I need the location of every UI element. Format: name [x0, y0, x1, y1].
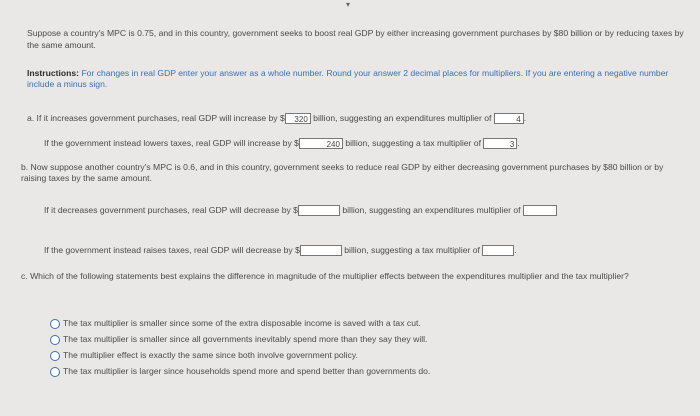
- part-a-line1: [27, 113, 526, 124]
- b-gdp-tax-input[interactable]: [300, 245, 342, 256]
- a-gdp-tax-input[interactable]: 240: [299, 138, 343, 149]
- period: .: [517, 138, 520, 148]
- part-a-line2-text: If the government instead lowers taxes, real GDP will increase by $: [44, 138, 299, 148]
- instructions-text: For changes in real GDP enter your answer as a whole number. Round your answer 2 decimal places for multipliers. If you are entering a negative number include a minus sign.: [27, 68, 669, 89]
- radio-icon[interactable]: [50, 351, 60, 361]
- part-a-line2-mid: billion, suggesting a tax multiplier of: [345, 138, 481, 148]
- option-2-label: The tax multiplier is smaller since all governments inevitably spend more than they say they will.: [63, 334, 428, 344]
- problem-intro: Suppose a country's MPC is 0.75, and in this country, government seeks to boost real GDP by either increasing government purchases by $80 billion or by reducing taxes by the same amount.: [27, 28, 684, 50]
- part-b-line2: [44, 245, 517, 256]
- option-1[interactable]: [50, 318, 421, 329]
- part-b-line1: [44, 205, 557, 216]
- part-b-intro: b. Now suppose another country's MPC is 0.6, and in this country, government seeks to reduce real GDP by either decreasing government purchases by $80 billion or by raising taxes by the same amount.: [21, 162, 664, 183]
- part-b-line2-text: If the government instead raises taxes, real GDP will decrease by $: [44, 245, 300, 255]
- part-a-line1-text: a. If it increases government purchases, real GDP will increase by $: [27, 113, 285, 123]
- option-2[interactable]: [50, 334, 427, 345]
- part-b-line1-text: If it decreases government purchases, real GDP will decrease by $: [44, 205, 298, 215]
- radio-icon[interactable]: [50, 319, 60, 329]
- scroll-caret-icon: ▾: [346, 0, 351, 9]
- option-4-label: The tax multiplier is larger since households spend more and spend better than governments do.: [63, 366, 431, 376]
- part-c-question: c. Which of the following statements best explains the difference in magnitude of the multiplier effects between the expenditures multiplier and the tax multiplier?: [21, 271, 629, 281]
- a-tax-multiplier-input[interactable]: 3: [483, 138, 517, 149]
- option-3[interactable]: [50, 350, 358, 361]
- period: .: [523, 113, 527, 123]
- option-4[interactable]: [50, 366, 430, 377]
- option-1-label: The tax multiplier is smaller since some of the extra disposable income is saved with a tax cut.: [63, 318, 421, 328]
- radio-icon[interactable]: [50, 335, 60, 345]
- b-tax-multiplier-input[interactable]: [482, 245, 517, 256]
- b-gdp-decrease-input[interactable]: [298, 205, 340, 216]
- part-a-line1-mid: billion, suggesting an expenditures multiplier of: [313, 113, 492, 123]
- part-b-line2-mid: billion, suggesting a tax multiplier of: [344, 245, 480, 255]
- radio-icon[interactable]: [50, 367, 60, 377]
- period: .: [514, 245, 517, 255]
- a-gdp-increase-input[interactable]: 320: [285, 113, 311, 124]
- a-expenditure-multiplier-input[interactable]: 4: [494, 113, 524, 124]
- instructions: [27, 68, 687, 90]
- part-b-line1-mid: billion, suggesting an expenditures multiplier of: [342, 205, 521, 215]
- part-a-line2: [44, 138, 520, 149]
- b-expenditure-multiplier-input[interactable]: [523, 205, 557, 216]
- option-3-label: The multiplier effect is exactly the same since both involve government policy.: [63, 350, 358, 360]
- instructions-label: Instructions:: [27, 68, 80, 78]
